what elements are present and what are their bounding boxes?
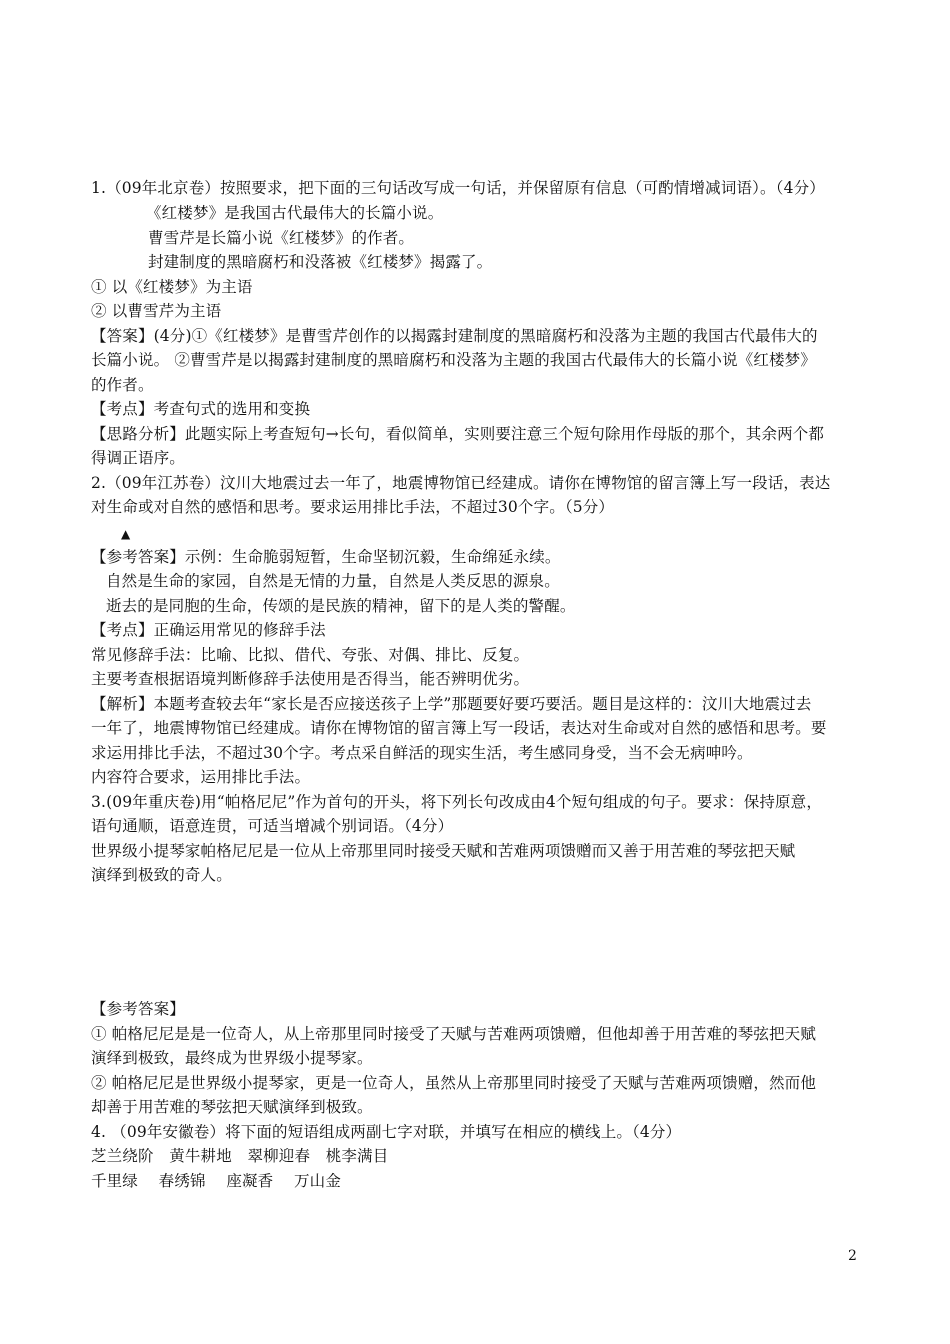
q2-analysis-line: 内容符合要求，运用排比手法。 xyxy=(91,768,311,786)
q1-requirement: ① 以《红楼梦》为主语 xyxy=(91,278,253,296)
q2-reference-answer: 【参考答案】示例：生命脆弱短暂，生命坚韧沉毅，生命绵延永续。 xyxy=(91,548,561,566)
q3-answer-line: ① 帕格尼尼是是一位奇人，从上帝那里同时接受了天赋与苦难两项馈赠，但他却善于用苦难的琴弦把天赋 xyxy=(91,1025,816,1043)
q2-analysis-line: 一年了，地震博物馆已经建成。请你在博物馆的留言簿上写一段话，表达对生命或对自然的感悟和思考。要 xyxy=(91,719,827,737)
q1-answer-line: 【答案】(4分)①《红楼梦》是曹雪芹创作的以揭露封建制度的黑暗腐朽和没落为主题的我国古代最伟大的 xyxy=(91,327,818,345)
q2-analysis-line: 求运用排比手法，不超过30个字。考点采自鲜活的现实生活，考生感同身受，当不会无病呻吟。 xyxy=(91,744,753,762)
q2-analysis-line: 【解析】本题考查较去年“家长是否应接送孩子上学”那题要好要巧要活。题目是这样的：汶川大地震过去 xyxy=(91,695,812,713)
q1-analysis-line: 【思路分析】此题实际上考查短句→长句，看似简单，实则要注意三个短句除用作母版的那个，其余两个都 xyxy=(91,425,825,443)
q2-reference-line: 逝去的是同胞的生命，传颂的是民族的精神，留下的是人类的警醒。 xyxy=(106,597,576,615)
q1-answer-line: 的作者。 xyxy=(91,376,154,394)
q3-answer-line: ② 帕格尼尼是世界级小提琴家，更是一位奇人，虽然从上帝那里同时接受了天赋与苦难两项馈赠，然而他 xyxy=(91,1074,816,1092)
q1-analysis-line: 得调正语序。 xyxy=(91,449,185,467)
q4-phrases: 芝兰绕阶 黄牛耕地 翠柳迎春 桃李满目 xyxy=(91,1147,389,1165)
q4-stem: 4. （09年安徽卷）将下面的短语组成两副七字对联，并填写在相应的横线上。（4分） xyxy=(91,1123,682,1141)
q3-stem-line: 3.(09年重庆卷)用“帕格尼尼”作为首句的开头，将下列长句改成由4个短句组成的句子。要求：保持原意， xyxy=(91,793,822,811)
q1-stem: 1.（09年北京卷）按照要求，把下面的三句话改写成一句话，并保留原有信息（可酌情增减词语）。（4分） xyxy=(91,179,825,197)
q3-answer-line: 却善于用苦难的琴弦把天赋演绎到极致。 xyxy=(91,1098,373,1116)
page-number: 2 xyxy=(848,1248,857,1264)
q1-sentence: 《红楼梦》是我国古代最伟大的长篇小说。 xyxy=(146,204,444,222)
q2-key-point: 【考点】正确运用常见的修辞手法 xyxy=(91,621,326,639)
q3-reference-label: 【参考答案】 xyxy=(91,1000,185,1018)
q2-stem-line: 对生命或对自然的感悟和思考。要求运用排比手法，不超过30个字。（5分） xyxy=(91,498,615,516)
q3-sentence-line: 世界级小提琴家帕格尼尼是一位从上帝那里同时接受天赋和苦难两项馈赠而又善于用苦难的琴弦把天赋 xyxy=(91,842,796,860)
q3-sentence-line: 演绎到极致的奇人。 xyxy=(91,866,232,884)
q1-answer-line: 长篇小说。 ②曹雪芹是以揭露封建制度的黑暗腐朽和没落为主题的我国古代最伟大的长篇小说《红楼梦》 xyxy=(91,351,816,369)
triangle-marker-icon: ▲ xyxy=(121,527,131,541)
q2-focus: 主要考查根据语境判断修辞手法使用是否得当，能否辨明优劣。 xyxy=(91,670,530,688)
q3-answer-line: 演绎到极致，最终成为世界级小提琴家。 xyxy=(91,1049,373,1067)
q2-reference-line: 自然是生命的家园，自然是无情的力量，自然是人类反思的源泉。 xyxy=(106,572,560,590)
q1-sentence: 封建制度的黑暗腐朽和没落被《红楼梦》揭露了。 xyxy=(148,253,493,271)
q1-key-point: 【考点】考查句式的选用和变换 xyxy=(91,400,311,418)
q1-sentence: 曹雪芹是长篇小说《红楼梦》的作者。 xyxy=(148,229,415,247)
q3-stem-line: 语句通顺，语意连贯，可适当增减个别词语。（4分） xyxy=(91,817,454,835)
q2-stem-line: 2.（09年江苏卷）汶川大地震过去一年了，地震博物馆已经建成。请你在博物馆的留言簿上写一段话，表达 xyxy=(91,474,831,492)
q1-requirement: ② 以曹雪芹为主语 xyxy=(91,302,222,320)
q2-rhetoric-list: 常见修辞手法：比喻、比拟、借代、夸张、对偶、排比、反复。 xyxy=(91,646,530,664)
q4-phrases: 千里绿 春绣锦 座凝香 万山金 xyxy=(91,1172,341,1190)
